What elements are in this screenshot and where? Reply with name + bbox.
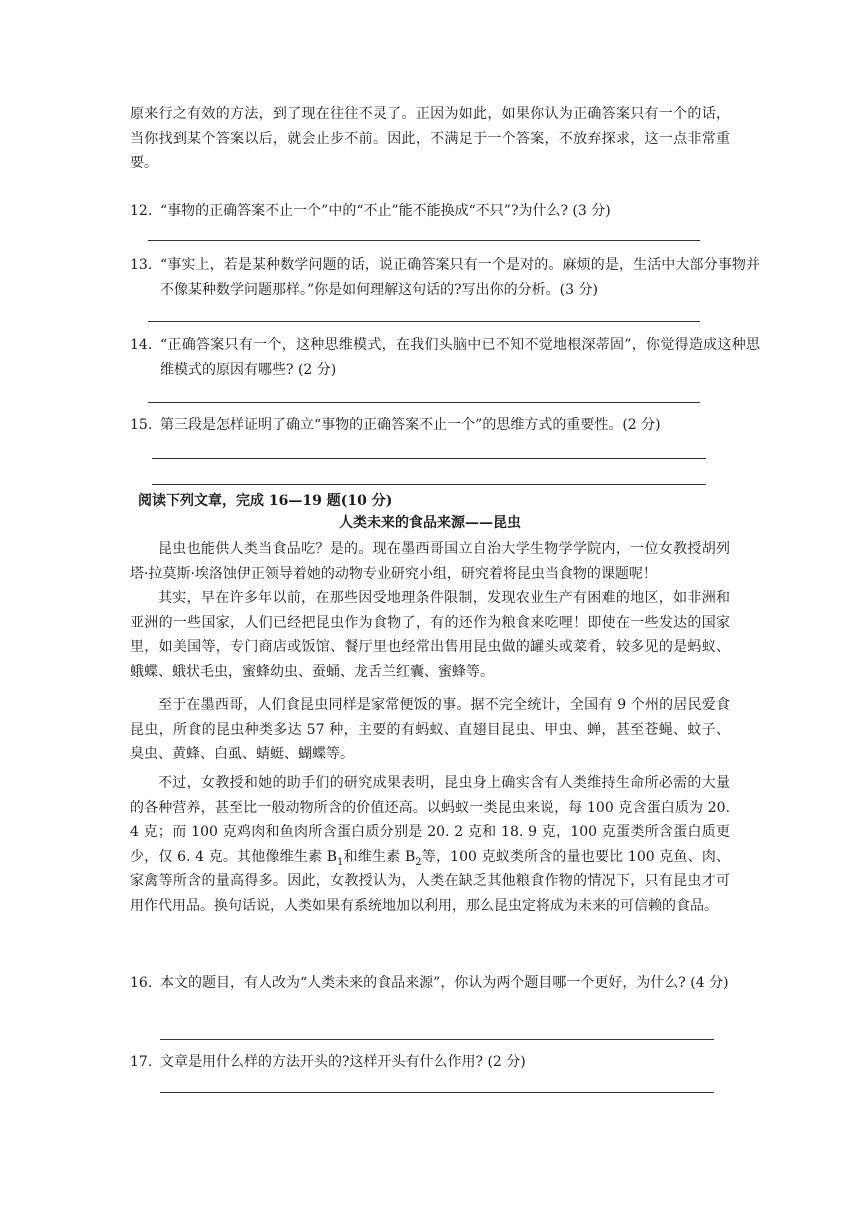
question-text: “事物的正确答案不止一个”中的“不止”能不能换成“不只”?为什么? (3 分) (160, 203, 611, 219)
article-title: 人类未来的食品来源——昆虫 (339, 515, 521, 531)
article-paragraph-1: 昆虫也能供人类当食品吃？是的。现在墨西哥国立自治大学生物学学院内，一位女教授胡列塔·拉莫斯·埃洛蚀伊正领导着她的动物专业研究小组，研究着将昆虫当食物的课题呢！ (130, 541, 730, 582)
intro-paragraph: 原来行之有效的方法，到了现在往往不灵了。正因为如此，如果你认为正确答案只有一个的话，当你找到某个答案以后，就会止步不前。因此，不满足于一个答案，不放弃探求，这一点非常重要。 (130, 106, 730, 171)
question-12 (130, 199, 760, 224)
answer-line[interactable] (148, 240, 700, 241)
question-text: 第三段是怎样证明了确立“事物的正确答案不止一个”的思维方式的重要性。(2 分) (160, 417, 661, 433)
question-number: 15. (130, 417, 153, 433)
question-13 (130, 253, 760, 302)
question-15 (130, 413, 760, 438)
answer-line[interactable] (152, 484, 706, 485)
answer-line[interactable] (148, 321, 700, 322)
question-14 (130, 333, 760, 382)
subscript: 1 (337, 856, 344, 868)
paragraph-text: 和维生素 B (343, 848, 416, 865)
answer-line[interactable] (160, 1092, 714, 1093)
question-number: 16. (130, 975, 153, 991)
subscript: 2 (415, 856, 422, 868)
question-17 (130, 1050, 760, 1075)
article-paragraph-2: 其实，早在许多年以前，在那些因受地理条件限制，发现农业生产有困难的地区，如非洲和亚洲的一些国家，人们已经把昆虫作为食物了，有的还作为粮食来吃哩！即使在一些发达的国家里，如美国等，专门商店或饭馆、餐厅里也经常出售用昆虫做的罐头或菜肴，较多见的是蚂蚁、蛾蝶、蛾状毛虫，蜜蜂幼虫、蚕蛹、龙舌兰红囊、蜜蜂等。 (130, 590, 730, 680)
article-paragraph-3: 至于在墨西哥，人们食昆虫同样是家常便饭的事。据不完全统计，全国有 9 个州的居民爱食昆虫，所食的昆虫种类多达 57 种，主要的有蚂蚁、直翅目昆虫、甲虫、蝉，甚至苍蝇、蚊子、臭虫、黄蜂、白虱、蜻蜓、蝴蝶等。 (130, 697, 730, 762)
paragraph-text: 等，100 克蚁类所含的量也要比 100 克鱼、肉、家禽等所含的量高得多。因此，女教授认为，人类在缺乏其他粮食作物的情况下，只有昆虫才可用作代用品。换句话说，人类如果有系统地加以利用，那么昆虫定将成为未来的可信赖的食品。 (130, 848, 731, 914)
answer-line[interactable] (160, 1039, 714, 1040)
paragraph-text: 不过，女教授和她的助手们的研究成果表明，昆虫身上确实含有人类维持生命所必需的大量的各种营养，甚至比一般动物所含的价值还高。以蚂蚁一类昆虫来说，每 100 克含蛋白质为 20. 4 克；而 100 克鸡肉和鱼肉所含蛋白质分别是 20. 2 克和 18. 9 克，100 克蛋类所含蛋白质更少，仅 6. 4 克。其他像维生素 B (130, 775, 730, 865)
question-number: 12. (130, 203, 153, 219)
answer-line[interactable] (152, 458, 706, 459)
question-number: 13. (130, 257, 153, 273)
question-16 (130, 971, 760, 996)
question-text: 文章是用什么样的方法开头的?这样开头有什么作用? (2 分) (160, 1054, 526, 1070)
question-text: 本文的题目，有人改为“人类未来的食品来源”，你认为两个题目哪一个更好，为什么? (4 分) (160, 975, 729, 991)
question-number: 14. (130, 337, 153, 353)
answer-line[interactable] (148, 402, 700, 403)
article-paragraph-4 (130, 771, 730, 918)
question-text: “事实上，若是某种数学问题的话，说正确答案只有一个是对的。麻烦的是，生活中大部分事物并不像某种数学问题那样。”你是如何理解这句话的?写出你的分析。(3 分) (160, 257, 760, 298)
question-text: “正确答案只有一个，这种思维模式，在我们头脑中已不知不觉地根深蒂固”，你觉得造成这种思维模式的原因有哪些? (2 分) (160, 337, 760, 378)
question-number: 17. (130, 1054, 153, 1070)
section-instruction: 阅读下列文章，完成 16—19 题(10 分) (138, 493, 393, 509)
